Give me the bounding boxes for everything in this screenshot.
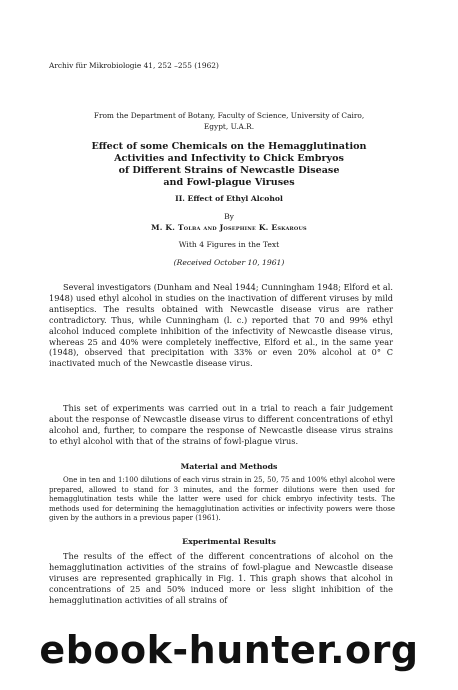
- methods-paragraph: One in ten and 1:100 dilutions of each virus strain in 25, 50, 75 and 100% ethyl alcohol were prepared, allowed to stand for 3 minutes, and the former dilutions were then used for hemagglutination tests while the latter were used for chick embryo infectivity tests. The methods used for determining the hemagglutination activities or infectivity powers were those given by the authors in a previous paper (1961).: [49, 476, 395, 523]
- by-line: By: [224, 212, 234, 221]
- figures-note: With 4 Figures in the Text: [178, 240, 280, 249]
- authors: M. K. Tolba and Josephine K. Eskarous: [151, 223, 307, 232]
- received-date: (Received October 10, 1961): [173, 258, 285, 267]
- results-paragraph: The results of the effect of the different concentrations of alcohol on the hemagglutination activities of the strains of fowl-plague and Newcastle disease viruses are represented graphically in Fig. 1. This graph shows that alcohol in concentrations of 25 and 50% induced more or less slight inhibition of the hemagglutination activities of all strains of: [49, 551, 393, 605]
- affiliation-line-2: Egypt, U.A.R.: [203, 122, 255, 131]
- intro-paragraph: Several investigators (Dunham and Neal 1944; Cunningham 1948; Elford et al. 1948) used ethyl alcohol in studies on the inactivation of different viruses by mild antiseptics. The results obtained with Newcastle disease virus are rather contradictory. Thus, while Cunningham (l. c.) reported that 70 and 99% ethyl alcohol induced complete inhibition of the infectivity of Newcastle disease virus, whereas 25 and 40% were completely ineffective, Elford et al., in the same year (1948), observed that precipitation with 33% or even 20% alcohol at 0° C inactivated much of the Newcastle disease virus.: [49, 282, 393, 369]
- results-heading: Experimental Results: [182, 537, 276, 546]
- title-line-4: and Fowl-plague Viruses: [163, 177, 295, 188]
- paper-title: [0, 141, 458, 189]
- title-line-2: Activities and Infectivity to Chick Embryos: [114, 153, 344, 164]
- watermark-logo: ebook-hunter.org: [39, 628, 419, 672]
- title-line-3: of Different Strains of Newcastle Disease: [118, 165, 340, 176]
- journal-citation: Archiv für Mikrobiologie 41, 252 –255 (1962): [49, 61, 219, 70]
- paper-subtitle: II. Effect of Ethyl Alcohol: [175, 194, 283, 203]
- affiliation-line-1: From the Department of Botany, Faculty of Science, University of Cairo,: [93, 111, 365, 120]
- title-line-1: Effect of some Chemicals on the Hemagglutination: [91, 141, 367, 152]
- methods-heading: Material and Methods: [180, 462, 278, 471]
- affiliation: [0, 110, 458, 132]
- aim-paragraph: This set of experiments was carried out in a trial to reach a fair judgement about the response of Newcastle disease virus to different concentrations of ethyl alcohol and, further, to compare the response of Newcastle disease virus strains to ethyl alcohol with that of the strains of fowl-plague virus.: [49, 403, 393, 446]
